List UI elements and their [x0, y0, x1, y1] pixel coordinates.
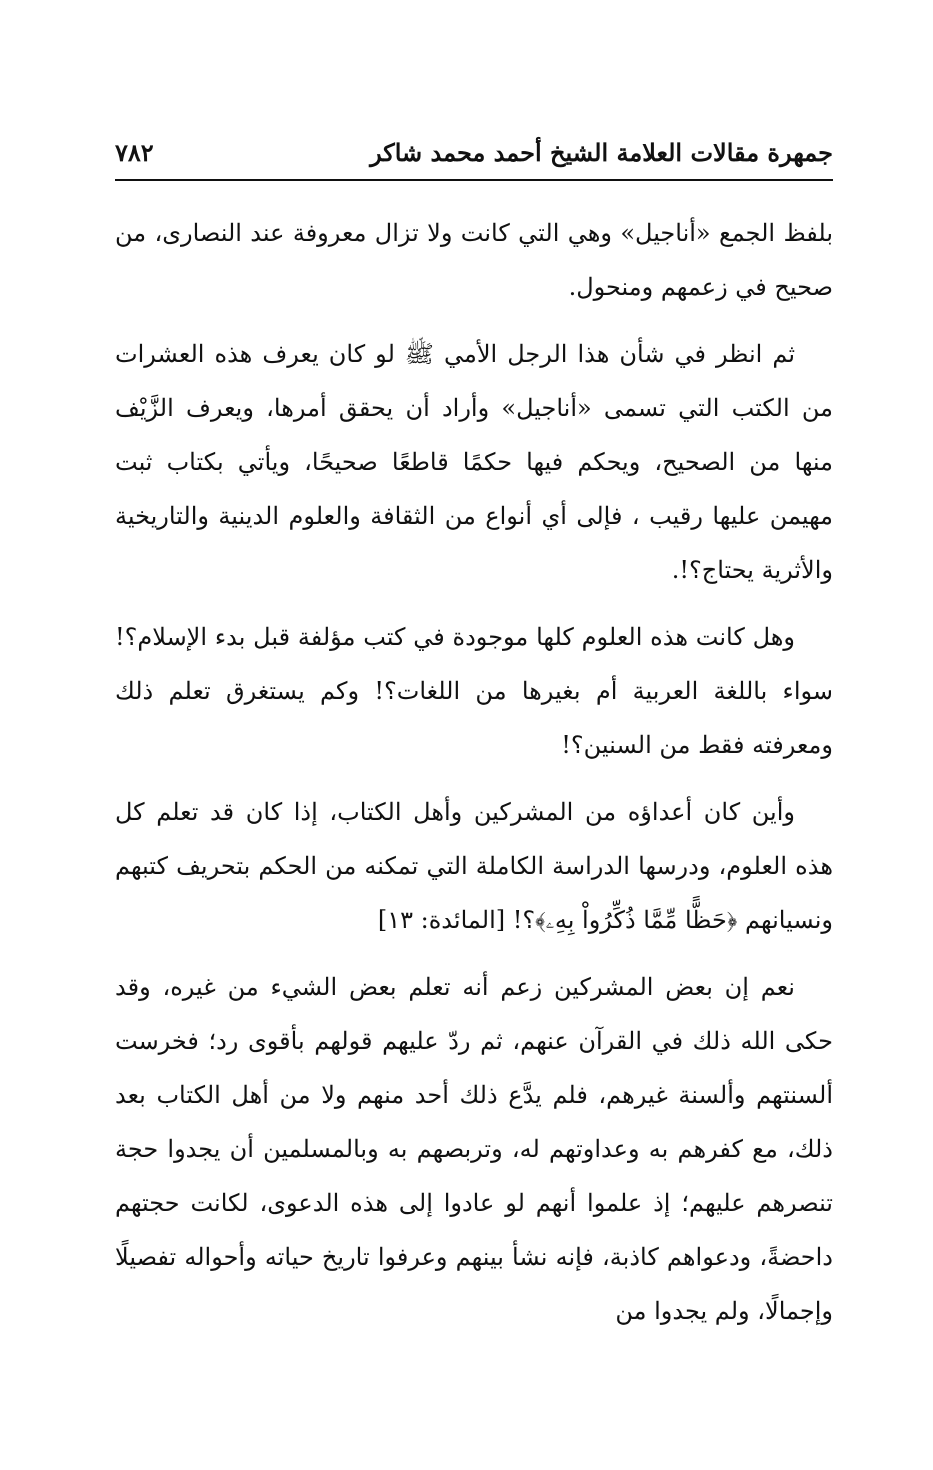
running-title: جمهرة مقالات العلامة الشيخ أحمد محمد شاكر	[370, 137, 833, 167]
paragraph-4: وأين كان أعداؤه من المشركين وأهل الكتاب، إذا كان قد تعلم كل هذه العلوم، ودرسها الدراسة الكاملة التي تمكنه من الحكم بتحريف كتبهم ونسيانهم ﴿حَظًّا مِّمَّا ذُكِّرُواْ بِهِۦ﴾؟! [المائدة: ١٣]	[115, 798, 833, 934]
header-divider	[115, 179, 833, 181]
page-number: ٧٨٢	[115, 137, 154, 167]
paragraph-3: وهل كانت هذه العلوم كلها موجودة في كتب مؤلفة قبل بدء الإسلام؟! سواء باللغة العربية أم بغيرها من اللغات؟! وكم يستغرق تعلم ذلك ومعرفته فقط من السنين؟!	[115, 623, 833, 759]
paragraph-2: ثم انظر في شأن هذا الرجل الأمي ﷺ لو كان يعرف هذه العشرات من الكتب التي تسمى «أناجيل» وأراد أن يحقق أمرها، ويعرف الزَّيْف منها من الصحيح، ويحكم فيها حكمًا قاطعًا صحيحًا، ويأتي بكتاب ثبت مهيمن عليها رقيب ، فإلى أي أنواع من الثقافة والعلوم الدينية والتاريخية والأثرية يحتاج؟!.	[115, 340, 833, 584]
body-text	[115, 206, 833, 1351]
running-header	[115, 128, 833, 176]
paragraph-5: نعم إن بعض المشركين زعم أنه تعلم بعض الشيء من غيره، وقد حكى الله ذلك في القرآن عنهم، ثم ردّ عليهم قولهم بأقوى رد؛ فخرست ألسنتهم وألسنة غيرهم، فلم يدَّع ذلك أحد منهم ولا من أهل الكتاب بعد ذلك، مع كفرهم به وعداوتهم له، وتربصهم به وبالمسلمين أن يجدوا حجة تنصرهم عليهم؛ إذ علموا أنهم لو عادوا إلى هذه الدعوى، لكانت حجتهم داحضةً، ودعواهم كاذبة، فإنه نشأ بينهم وعرفوا تاريخ حياته وأحواله تفصيلًا وإجمالًا، ولم يجدوا من	[115, 973, 833, 1325]
paragraph-1: بلفظ الجمع «أناجيل» وهي التي كانت ولا تزال معروفة عند النصارى، من صحيح في زعمهم ومنحول.	[115, 219, 833, 301]
